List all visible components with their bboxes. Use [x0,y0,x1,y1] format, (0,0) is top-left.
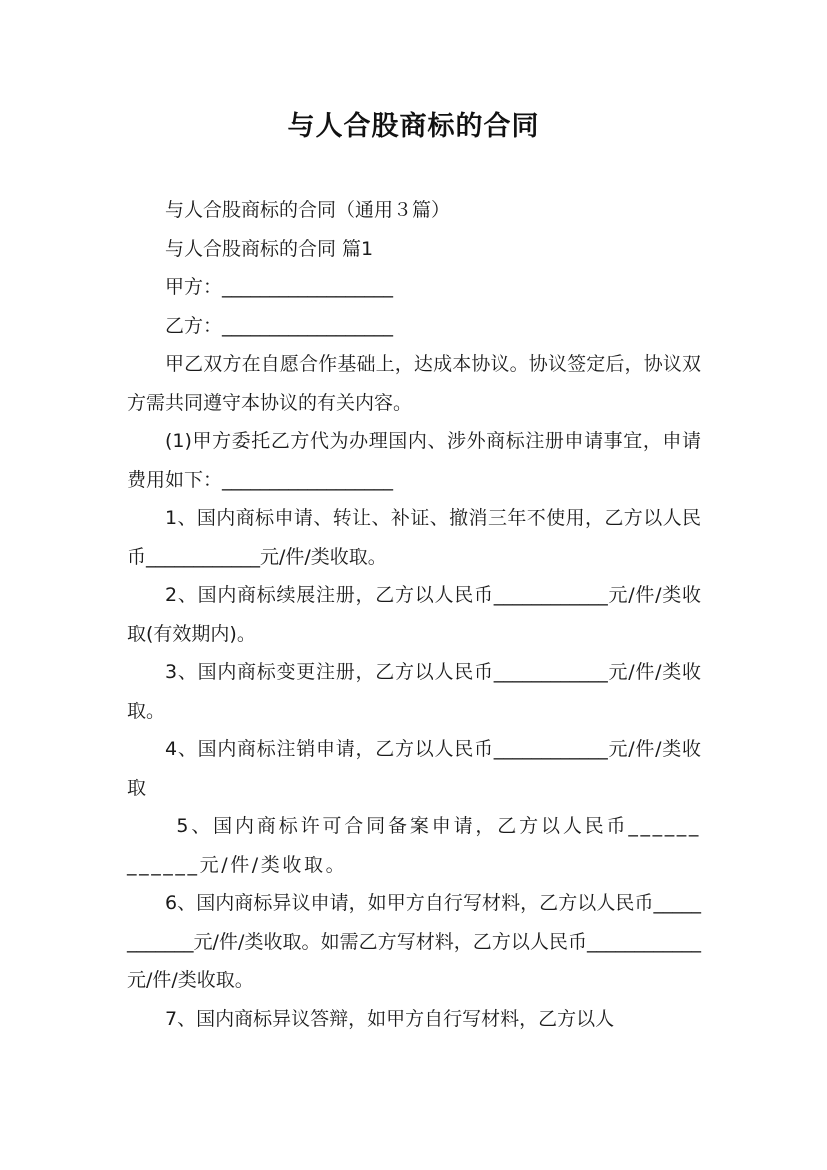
paragraph-party-b: 乙方：__________________ [165,314,394,337]
paragraph-subtitle: 与人合股商标的合同（通用３篇） [165,199,451,221]
paragraph-clause-1: (1)甲方委托乙方代为办理国内、涉外商标注册申请事宜，申请费用如下：__________________ [127,430,701,491]
paragraph-section-heading: 与人合股商标的合同 篇1 [165,237,374,260]
paragraph-item-3: 3、国内商标变更注册，乙方以人民币____________元/件/类收取。 [127,661,701,722]
paragraph-item-5: 5、国内商标许可合同备案申请，乙方以人民币____________元/件/类收取。 [127,815,701,876]
document-body [127,191,701,1038]
paragraph-item-1: 1、国内商标申请、转让、补证、撤消三年不使用，乙方以人民币____________元/件/类收取。 [127,507,701,568]
paragraph-item-2: 2、国内商标续展注册，乙方以人民币____________元/件/类收取(有效期内)。 [127,584,701,645]
paragraph-item-4: 4、国内商标注销申请，乙方以人民币____________元/件/类收取 [127,738,701,799]
paragraph-party-a: 甲方：__________________ [165,276,394,298]
document-title: 与人合股商标的合同 [287,111,540,142]
paragraph-agreement-intro: 甲乙双方在自愿合作基础上，达成本协议。协议签定后，协议双方需共同遵守本协议的有关内容。 [127,353,701,414]
paragraph-item-7: 7、国内商标异议答辩，如甲方自行写材料，乙方以人 [165,1007,615,1030]
paragraph-item-6: 6、国内商标异议申请，如甲方自行写材料，乙方以人民币____________元/件/类收取。如需乙方写材料，乙方以人民币____________元/件/类收取。 [127,892,701,991]
